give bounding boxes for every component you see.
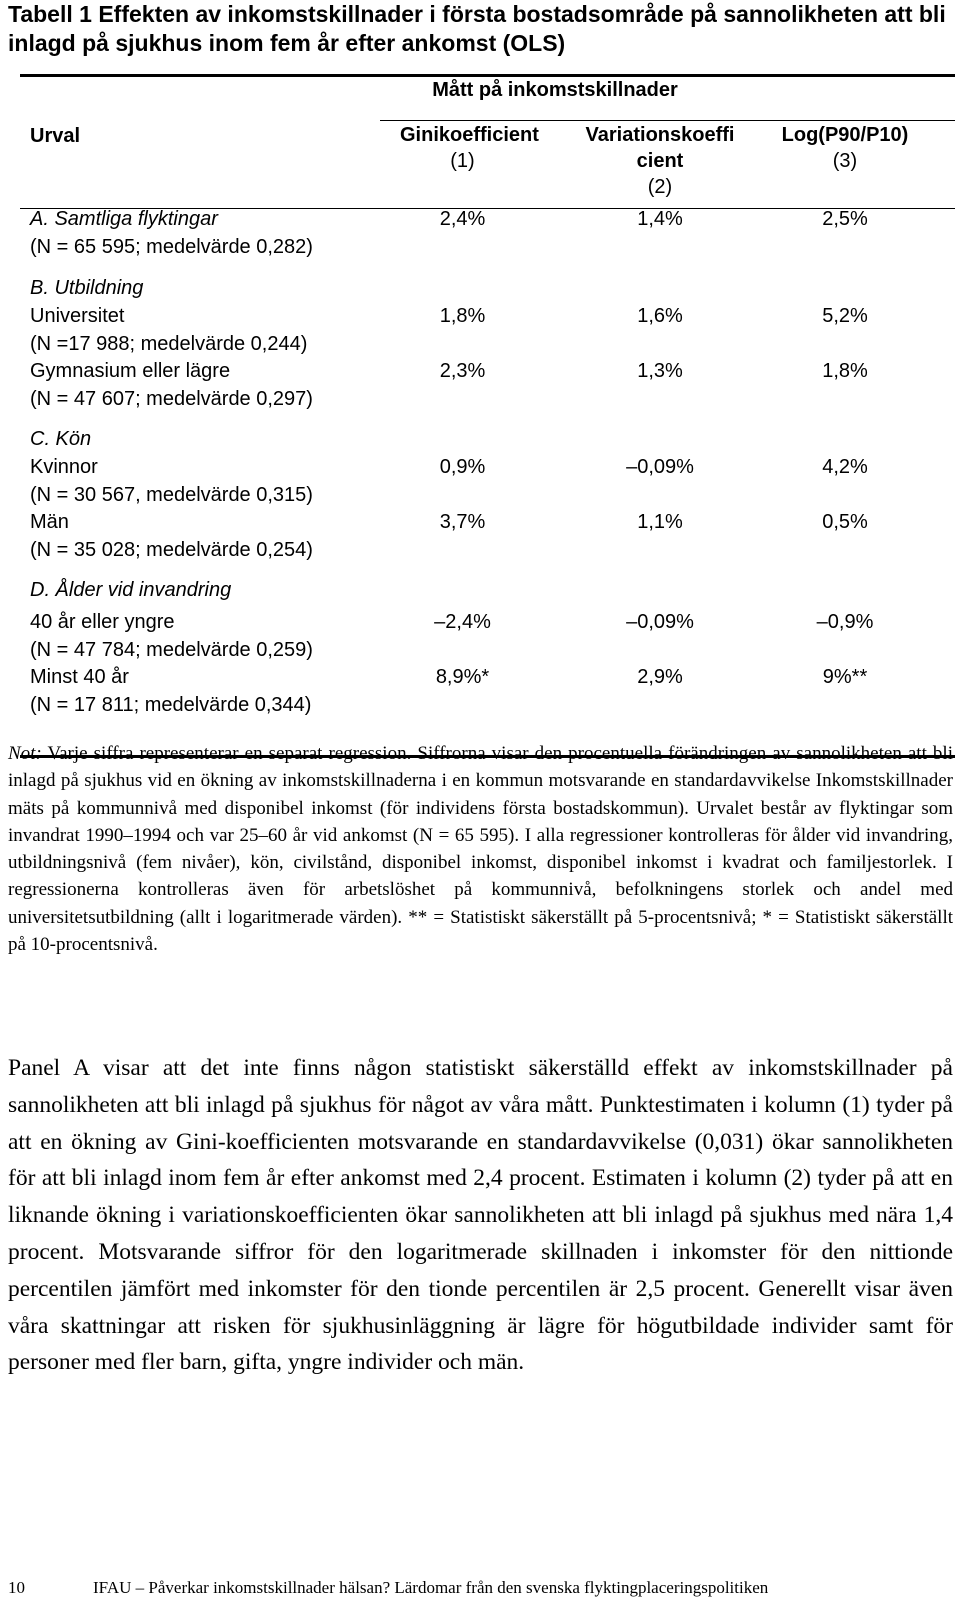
panel-b-row-1-label: Universitet xyxy=(30,305,125,327)
panel-d-row-2-label: Minst 40 år xyxy=(30,666,129,688)
panel-c-row-1-value-1: 0,9% xyxy=(439,456,486,478)
panel-a-value-3: 2,5% xyxy=(822,208,868,230)
panel-c-row-1-sub: (N = 30 567, medelvärde 0,315) xyxy=(30,484,313,506)
table-note xyxy=(8,740,953,958)
header-col3-number: (3) xyxy=(832,150,858,172)
panel-c-row-2-value-1: 3,7% xyxy=(439,511,486,533)
panel-b-row-2-label: Gymnasium eller lägre xyxy=(30,360,231,382)
panel-d-row-1-sub: (N = 47 784; medelvärde 0,259) xyxy=(30,639,313,661)
header-col3-label: Log(P90/P10) xyxy=(781,124,909,146)
panel-b-row-1-value-1: 1,8% xyxy=(439,305,486,327)
note-label: Not: xyxy=(8,743,42,764)
panel-b-row-2-value-2: 1,3% xyxy=(637,360,683,382)
group-header-rule xyxy=(380,120,955,121)
panel-d-row-2-value-2: 2,9% xyxy=(637,666,683,688)
header-col2-label-line2: cient xyxy=(636,150,684,172)
panel-b-row-1-value-2: 1,6% xyxy=(637,305,683,327)
panel-c-row-1-label: Kvinnor xyxy=(30,456,98,478)
panel-a-title: A. Samtliga flyktingar xyxy=(30,208,218,230)
header-col2-label-line1: Variationskoeffi xyxy=(585,124,735,146)
panel-b-title: B. Utbildning xyxy=(30,277,144,299)
panel-d-row-1-value-2: –0,09% xyxy=(626,611,694,633)
panel-d-row-2-value-3: 9%** xyxy=(822,666,868,688)
header-col2-number: (2) xyxy=(647,176,673,198)
panel-b-row-1-value-3: 5,2% xyxy=(822,305,868,327)
header-col1 xyxy=(400,122,539,174)
panel-c-row-2-value-2: 1,1% xyxy=(637,511,683,533)
table-top-rule xyxy=(20,74,955,77)
panel-d-row-2-value-1: 8,9%* xyxy=(435,666,490,688)
panel-b-row-2-value-3: 1,8% xyxy=(822,360,868,382)
panel-d-row-1-label: 40 år eller yngre xyxy=(30,611,175,633)
panel-d-row-1-value-3: –0,9% xyxy=(816,611,874,633)
panel-a-value-1: 2,4% xyxy=(439,208,486,230)
note-text: Varje siffra representerar en separat regression. Siffrorna visar den procentuella förändringen av sannolikheten att bli inlagd på sjukhus vid en ökning av inkomstskillnaderna i en kommun motsvarande en standardavvikelse Inkomstskillnader mäts på kommunnivå med disponibel inkomst (för individens första bostadskommun). Urvalet består av flyktingar som invandrat 1990–1994 och var 25–60 år vid ankomst (N = 65 595). I alla regressioner kontrolleras för ålder vid invandring, utbildningsnivå (fem nivåer), kön, civilstånd, disponibel inkomst, disponibel inkomst i kvadrat och familjestorlek. I regressionerna kontrolleras även för arbetslöshet på kommunnivå, befolkningens storlek och andel med universitetsutbildning (allt i logaritmerade värden). ** = Statistiskt säkerställt på 5-procentsnivå; * = Statistiskt säkerställt på 10-procentsnivå. xyxy=(8,743,953,956)
running-title: IFAU – Påverkar inkomstskillnader hälsan? Lärdomar från den svenska flyktingplaceringspolitiken xyxy=(93,1578,769,1597)
panel-c-title: C. Kön xyxy=(30,428,92,450)
panel-c-row-2-label: Män xyxy=(30,511,69,533)
panel-b-row-2-value-1: 2,3% xyxy=(439,360,486,382)
body-paragraph: Panel A visar att det inte finns någon statistiskt säkerställd effekt av inkomstskillnader på sannolikheten att bli inlagd på sjukhus för något av våra mått. Punktestimaten i kolumn (1) tyder på att en ökning av Gini-koefficienten motsvarande en standardavvikelse (0,031) ökar sannolikheten för att bli inlagd inom fem år efter ankomst med 2,4 procent. Estimaten i kolumn (2) tyder på att en liknande ökning i variationskoefficienten ökar sannolikheten att bli inlagd på sjukhus med nära 1,4 procent. Motsvarande siffror för den logaritmerade skillnaden i inkomster för den nittionde percentilen jämfört med inkomster för den tionde percentilen är 2,5 procent. Generellt visar även våra skattningar att risken för sjukhusinläggning är lägre för högutbildade individer samt för personer med fler barn, gifta, yngre individer och män. xyxy=(8,1055,953,1376)
panel-b-row-1-sub: (N =17 988; medelvärde 0,244) xyxy=(30,333,308,355)
panel-c-row-2-sub: (N = 35 028; medelvärde 0,254) xyxy=(30,539,313,561)
panel-c-row-2-value-3: 0,5% xyxy=(822,511,868,533)
panel-d-row-1-value-1: –2,4% xyxy=(434,611,491,633)
panel-a-value-2: 1,4% xyxy=(637,208,683,230)
header-col1-label: Ginikoefficient xyxy=(400,124,539,146)
header-col2 xyxy=(580,122,740,200)
header-col3 xyxy=(770,122,920,174)
header-row-label: Urval xyxy=(30,125,81,147)
table-title: Tabell 1 Effekten av inkomstskillnader i första bostadsområde på sannolikheten att bli inlagd på sjukhus inom fem år efter ankomst (OLS) xyxy=(8,1,946,56)
page-number: 10 xyxy=(8,1578,25,1597)
panel-c-row-1-value-3: 4,2% xyxy=(822,456,868,478)
panel-d-row-2-sub: (N = 17 811; medelvärde 0,344) xyxy=(30,694,312,716)
panel-c-row-1-value-2: –0,09% xyxy=(626,456,694,478)
panel-d-title: D. Ålder vid invandring xyxy=(30,579,232,601)
panel-b-row-2-sub: (N = 47 607; medelvärde 0,297) xyxy=(30,388,313,410)
panel-a-sub: (N = 65 595; medelvärde 0,282) xyxy=(30,236,313,258)
table-group-header: Mått på inkomstskillnader xyxy=(432,79,678,101)
header-col1-number: (1) xyxy=(450,150,475,172)
